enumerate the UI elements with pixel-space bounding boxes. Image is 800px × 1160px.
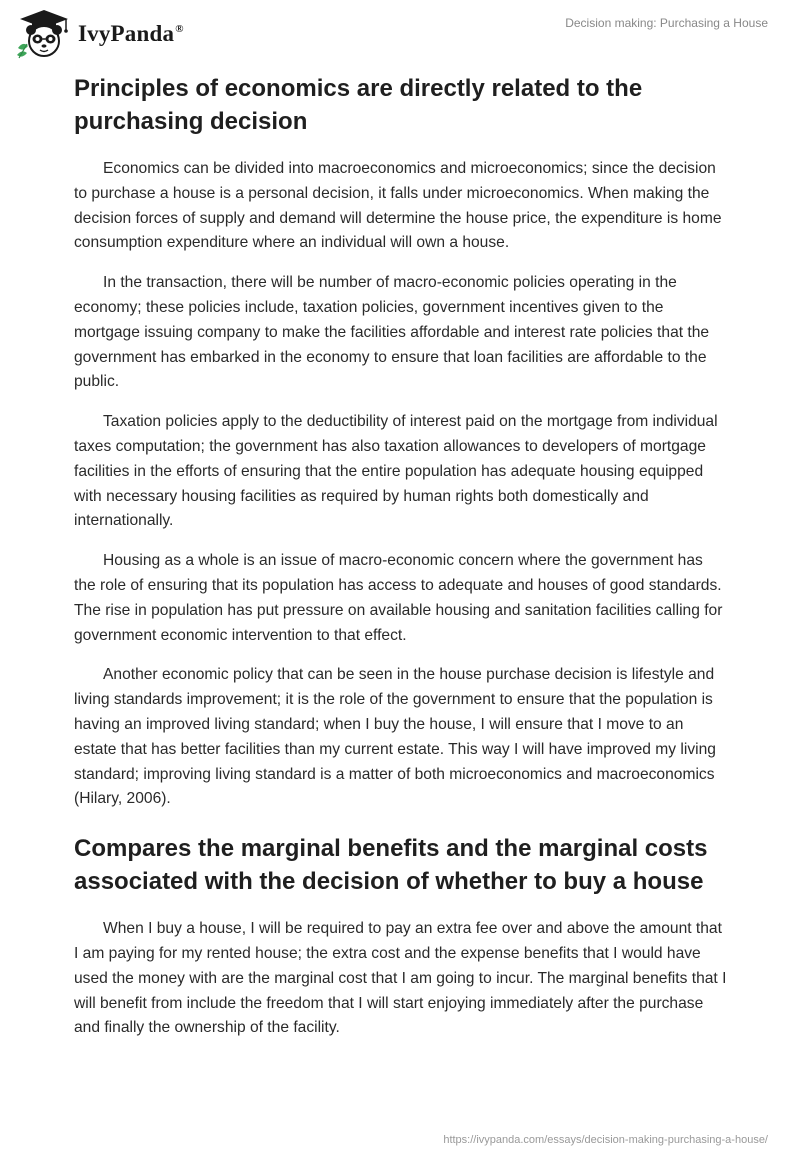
paragraph: Economics can be divided into macroeconomics and microeconomics; since the decision to purchase a house is a personal decision, it falls under microeconomics. When making the decision forces of supply and demand will determine the house price, the expenditure is home consumption expenditure where an individual will own a house.: [74, 160, 722, 252]
paragraph: Another economic policy that can be seen in the house purchase decision is lifestyle and living standards improvement; it is the role of the government to ensure that the population is having an improved living standard; when I buy the house, I will ensure that I move to an estate that has better facilities than my current estate. This way I will have improved my living standard; improving living standard is a matter of both microeconomics and macroeconomics (Hilary, 2006).: [74, 666, 716, 808]
essay-content: [74, 70, 728, 1056]
ivypanda-logo[interactable]: [14, 8, 184, 60]
section-heading-marginal-benefits-costs: Compares the marginal benefits and the marginal costs associated with the decision of whether to buy a house: [74, 835, 708, 896]
panda-graduate-icon: [14, 8, 74, 60]
section-heading-economics-principles: Principles of economics are directly related to the purchasing decision: [74, 75, 643, 135]
paragraph: Housing as a whole is an issue of macro-economic concern where the government has the role of ensuring that its population has access to adequate and houses of good standards. The rise in population has put pressure on available housing and sanitation facilities calling for government economic intervention to that effect.: [74, 552, 723, 644]
document-title: Decision making: Purchasing a House: [565, 16, 768, 30]
paragraph: When I buy a house, I will be required to pay an extra fee over and above the amount that I am paying for my rented house; the extra cost and the expense benefits that I would have used the money with are the marginal cost that I am going to incur. The marginal benefits that I will benefit from include the freedom that I will start enjoying immediately after the purchase and finally the ownership of the facility.: [74, 920, 727, 1037]
paragraph: Taxation policies apply to the deductibility of interest paid on the mortgage from individual taxes computation; the government has also taxation allowances to developers of mortgage facilities in the efforts of ensuring that the entire population has adequate housing equipped with necessary housing facilities as required by human rights both domestically and internationally.: [74, 413, 718, 530]
source-url[interactable]: https://ivypanda.com/essays/decision-making-purchasing-a-house/: [443, 1134, 768, 1146]
paragraph: In the transaction, there will be number of macro-economic policies operating in the economy; these policies include, taxation policies, government incentives given to the mortgage issuing company to make the facilities affordable and interest rate policies that the government has embarked in the economy to ensure that loan facilities are affordable to the public.: [74, 274, 710, 391]
brand-name: IvyPanda®: [78, 21, 184, 46]
page-header: [0, 0, 800, 70]
